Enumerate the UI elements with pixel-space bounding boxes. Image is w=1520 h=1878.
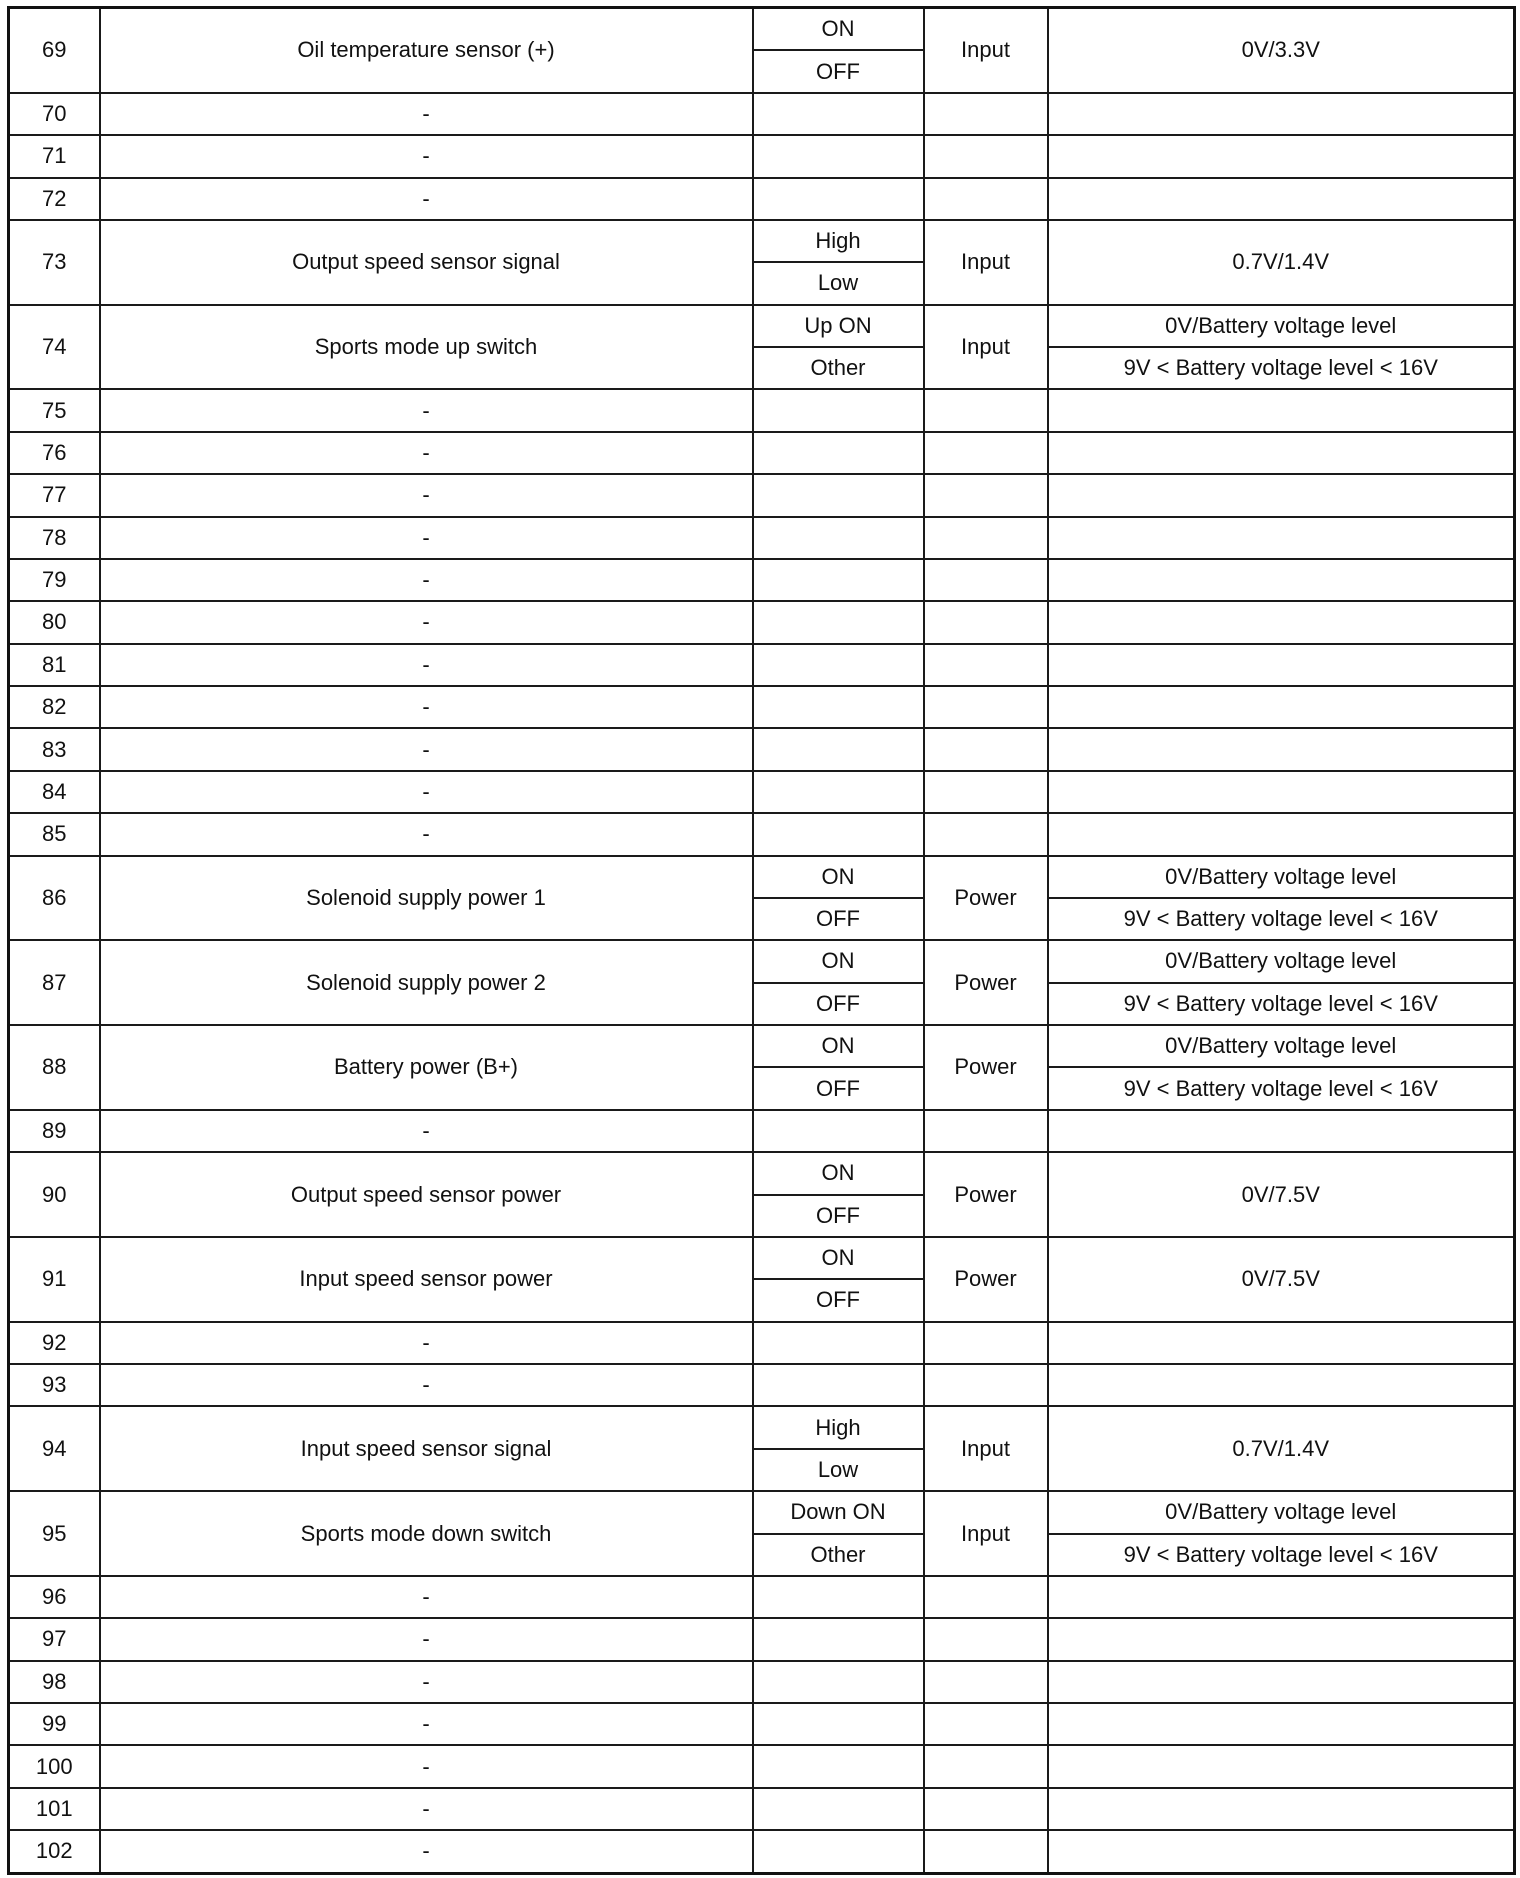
type-cell: Power <box>924 1025 1048 1110</box>
level-cell: 9V < Battery voltage level < 16V <box>1048 347 1515 389</box>
level-cell <box>1048 601 1515 643</box>
table-row <box>9 1745 1515 1787</box>
description-cell: - <box>100 1745 753 1787</box>
condition-cell <box>753 389 924 431</box>
table-row <box>9 8 1515 51</box>
table-row <box>9 135 1515 177</box>
pin-number-cell: 72 <box>9 178 100 220</box>
pin-number-cell: 75 <box>9 389 100 431</box>
level-cell <box>1048 1745 1515 1787</box>
description-cell: - <box>100 771 753 813</box>
pin-number-cell: 89 <box>9 1110 100 1152</box>
table-row <box>9 517 1515 559</box>
type-cell <box>924 1364 1048 1406</box>
condition-cell: Down ON <box>753 1491 924 1533</box>
level-cell: 0V/Battery voltage level <box>1048 856 1515 898</box>
description-cell: Battery power (B+) <box>100 1025 753 1110</box>
condition-cell <box>753 601 924 643</box>
level-cell: 0V/Battery voltage level <box>1048 940 1515 982</box>
level-cell <box>1048 771 1515 813</box>
level-cell <box>1048 517 1515 559</box>
description-cell: - <box>100 601 753 643</box>
pin-number-cell: 101 <box>9 1788 100 1830</box>
table-row <box>9 1788 1515 1830</box>
condition-cell: OFF <box>753 983 924 1025</box>
condition-cell <box>753 1576 924 1618</box>
level-cell: 0V/7.5V <box>1048 1237 1515 1322</box>
level-cell: 9V < Battery voltage level < 16V <box>1048 1067 1515 1109</box>
level-cell <box>1048 135 1515 177</box>
type-cell: Power <box>924 856 1048 941</box>
level-cell: 0V/3.3V <box>1048 8 1515 93</box>
type-cell <box>924 1618 1048 1660</box>
type-cell <box>924 432 1048 474</box>
level-cell: 0V/Battery voltage level <box>1048 1025 1515 1067</box>
condition-cell <box>753 1618 924 1660</box>
type-cell <box>924 559 1048 601</box>
pin-number-cell: 73 <box>9 220 100 305</box>
table-row <box>9 559 1515 601</box>
type-cell <box>924 474 1048 516</box>
type-cell <box>924 93 1048 135</box>
pin-number-cell: 90 <box>9 1152 100 1237</box>
table-row <box>9 93 1515 135</box>
description-cell: - <box>100 1618 753 1660</box>
type-cell: Input <box>924 1406 1048 1491</box>
pin-number-cell: 92 <box>9 1322 100 1364</box>
level-cell: 9V < Battery voltage level < 16V <box>1048 983 1515 1025</box>
type-cell <box>924 728 1048 770</box>
table-row <box>9 1110 1515 1152</box>
condition-cell: ON <box>753 940 924 982</box>
table-row <box>9 1618 1515 1660</box>
pin-number-cell: 93 <box>9 1364 100 1406</box>
description-cell: Output speed sensor power <box>100 1152 753 1237</box>
description-cell: - <box>100 813 753 855</box>
level-cell <box>1048 1364 1515 1406</box>
level-cell <box>1048 728 1515 770</box>
type-cell: Power <box>924 1237 1048 1322</box>
condition-cell <box>753 517 924 559</box>
condition-cell: Other <box>753 1534 924 1576</box>
description-cell: - <box>100 1576 753 1618</box>
condition-cell <box>753 771 924 813</box>
type-cell: Input <box>924 1491 1048 1576</box>
condition-cell: Low <box>753 262 924 304</box>
pin-number-cell: 95 <box>9 1491 100 1576</box>
table-row <box>9 686 1515 728</box>
condition-cell <box>753 474 924 516</box>
level-cell <box>1048 1788 1515 1830</box>
level-cell: 0V/Battery voltage level <box>1048 305 1515 347</box>
description-cell: - <box>100 1830 753 1873</box>
table-row <box>9 305 1515 347</box>
description-cell: - <box>100 135 753 177</box>
table-row <box>9 1152 1515 1194</box>
description-cell: - <box>100 1661 753 1703</box>
condition-cell <box>753 135 924 177</box>
level-cell <box>1048 686 1515 728</box>
pin-number-cell: 69 <box>9 8 100 93</box>
pin-number-cell: 74 <box>9 305 100 390</box>
level-cell: 9V < Battery voltage level < 16V <box>1048 898 1515 940</box>
pin-number-cell: 98 <box>9 1661 100 1703</box>
condition-cell <box>753 1322 924 1364</box>
level-cell <box>1048 1322 1515 1364</box>
table-row <box>9 474 1515 516</box>
condition-cell <box>753 1661 924 1703</box>
description-cell: - <box>100 1364 753 1406</box>
table-row <box>9 432 1515 474</box>
condition-cell <box>753 1110 924 1152</box>
level-cell <box>1048 1110 1515 1152</box>
description-cell: Input speed sensor signal <box>100 1406 753 1491</box>
condition-cell <box>753 1745 924 1787</box>
table-row <box>9 728 1515 770</box>
pin-table-body <box>9 8 1515 1874</box>
type-cell <box>924 771 1048 813</box>
description-cell: - <box>100 644 753 686</box>
condition-cell: ON <box>753 8 924 51</box>
description-cell: Solenoid supply power 1 <box>100 856 753 941</box>
type-cell <box>924 644 1048 686</box>
level-cell <box>1048 93 1515 135</box>
condition-cell: Up ON <box>753 305 924 347</box>
table-row <box>9 1830 1515 1873</box>
pin-number-cell: 100 <box>9 1745 100 1787</box>
type-cell: Input <box>924 305 1048 390</box>
condition-cell: OFF <box>753 898 924 940</box>
description-cell: Output speed sensor signal <box>100 220 753 305</box>
pin-number-cell: 86 <box>9 856 100 941</box>
condition-cell <box>753 813 924 855</box>
table-row <box>9 813 1515 855</box>
condition-cell <box>753 559 924 601</box>
condition-cell <box>753 178 924 220</box>
pin-number-cell: 88 <box>9 1025 100 1110</box>
description-cell: - <box>100 389 753 431</box>
table-row <box>9 389 1515 431</box>
level-cell <box>1048 432 1515 474</box>
condition-cell: OFF <box>753 1067 924 1109</box>
table-row <box>9 771 1515 813</box>
pin-number-cell: 96 <box>9 1576 100 1618</box>
level-cell: 0V/Battery voltage level <box>1048 1491 1515 1533</box>
condition-cell <box>753 644 924 686</box>
pin-number-cell: 77 <box>9 474 100 516</box>
description-cell: - <box>100 1322 753 1364</box>
condition-cell: ON <box>753 1025 924 1067</box>
pin-number-cell: 85 <box>9 813 100 855</box>
condition-cell: High <box>753 220 924 262</box>
type-cell: Input <box>924 8 1048 93</box>
type-cell <box>924 686 1048 728</box>
table-row <box>9 1237 1515 1279</box>
condition-cell: ON <box>753 1152 924 1194</box>
table-row <box>9 940 1515 982</box>
description-cell: Input speed sensor power <box>100 1237 753 1322</box>
type-cell <box>924 601 1048 643</box>
condition-cell: OFF <box>753 1195 924 1237</box>
pin-number-cell: 76 <box>9 432 100 474</box>
level-cell <box>1048 178 1515 220</box>
condition-cell <box>753 93 924 135</box>
table-row <box>9 644 1515 686</box>
type-cell <box>924 178 1048 220</box>
level-cell <box>1048 644 1515 686</box>
table-row <box>9 601 1515 643</box>
condition-cell: Other <box>753 347 924 389</box>
level-cell <box>1048 1703 1515 1745</box>
type-cell <box>924 1576 1048 1618</box>
condition-cell: ON <box>753 856 924 898</box>
pin-table <box>7 6 1516 1875</box>
type-cell <box>924 1322 1048 1364</box>
type-cell <box>924 1788 1048 1830</box>
description-cell: - <box>100 474 753 516</box>
table-row <box>9 1703 1515 1745</box>
level-cell: 0.7V/1.4V <box>1048 220 1515 305</box>
type-cell <box>924 1110 1048 1152</box>
pin-number-cell: 83 <box>9 728 100 770</box>
pin-number-cell: 78 <box>9 517 100 559</box>
pin-number-cell: 94 <box>9 1406 100 1491</box>
pin-number-cell: 82 <box>9 686 100 728</box>
description-cell: Sports mode down switch <box>100 1491 753 1576</box>
level-cell <box>1048 1661 1515 1703</box>
description-cell: - <box>100 178 753 220</box>
pin-number-cell: 80 <box>9 601 100 643</box>
pin-number-cell: 97 <box>9 1618 100 1660</box>
table-row <box>9 1661 1515 1703</box>
description-cell: - <box>100 559 753 601</box>
pin-number-cell: 87 <box>9 940 100 1025</box>
type-cell <box>924 1745 1048 1787</box>
type-cell: Input <box>924 220 1048 305</box>
description-cell: Sports mode up switch <box>100 305 753 390</box>
condition-cell <box>753 1788 924 1830</box>
level-cell: 0V/7.5V <box>1048 1152 1515 1237</box>
pin-number-cell: 81 <box>9 644 100 686</box>
pin-number-cell: 79 <box>9 559 100 601</box>
level-cell <box>1048 559 1515 601</box>
condition-cell: High <box>753 1406 924 1448</box>
pin-number-cell: 91 <box>9 1237 100 1322</box>
level-cell <box>1048 389 1515 431</box>
table-row <box>9 1025 1515 1067</box>
level-cell <box>1048 813 1515 855</box>
condition-cell <box>753 1703 924 1745</box>
type-cell <box>924 1830 1048 1873</box>
type-cell <box>924 1661 1048 1703</box>
type-cell <box>924 1703 1048 1745</box>
condition-cell <box>753 1830 924 1873</box>
type-cell: Power <box>924 940 1048 1025</box>
table-row <box>9 178 1515 220</box>
type-cell <box>924 135 1048 177</box>
condition-cell: ON <box>753 1237 924 1279</box>
condition-cell <box>753 728 924 770</box>
description-cell: - <box>100 1703 753 1745</box>
condition-cell <box>753 1364 924 1406</box>
type-cell <box>924 813 1048 855</box>
table-row <box>9 856 1515 898</box>
description-cell: Oil temperature sensor (+) <box>100 8 753 93</box>
table-row <box>9 1406 1515 1448</box>
type-cell <box>924 389 1048 431</box>
level-cell <box>1048 1830 1515 1873</box>
level-cell: 9V < Battery voltage level < 16V <box>1048 1534 1515 1576</box>
condition-cell: OFF <box>753 50 924 92</box>
description-cell: - <box>100 517 753 559</box>
level-cell <box>1048 474 1515 516</box>
condition-cell: OFF <box>753 1279 924 1321</box>
table-row <box>9 220 1515 262</box>
level-cell <box>1048 1618 1515 1660</box>
pin-number-cell: 99 <box>9 1703 100 1745</box>
pin-number-cell: 70 <box>9 93 100 135</box>
type-cell <box>924 517 1048 559</box>
description-cell: Solenoid supply power 2 <box>100 940 753 1025</box>
description-cell: - <box>100 1110 753 1152</box>
condition-cell <box>753 686 924 728</box>
level-cell <box>1048 1576 1515 1618</box>
table-row <box>9 1576 1515 1618</box>
pin-number-cell: 71 <box>9 135 100 177</box>
type-cell: Power <box>924 1152 1048 1237</box>
pin-number-cell: 102 <box>9 1830 100 1873</box>
condition-cell <box>753 432 924 474</box>
table-row <box>9 1364 1515 1406</box>
table-row <box>9 1491 1515 1533</box>
description-cell: - <box>100 1788 753 1830</box>
description-cell: - <box>100 93 753 135</box>
description-cell: - <box>100 728 753 770</box>
table-row <box>9 1322 1515 1364</box>
condition-cell: Low <box>753 1449 924 1491</box>
description-cell: - <box>100 432 753 474</box>
level-cell: 0.7V/1.4V <box>1048 1406 1515 1491</box>
pin-number-cell: 84 <box>9 771 100 813</box>
description-cell: - <box>100 686 753 728</box>
